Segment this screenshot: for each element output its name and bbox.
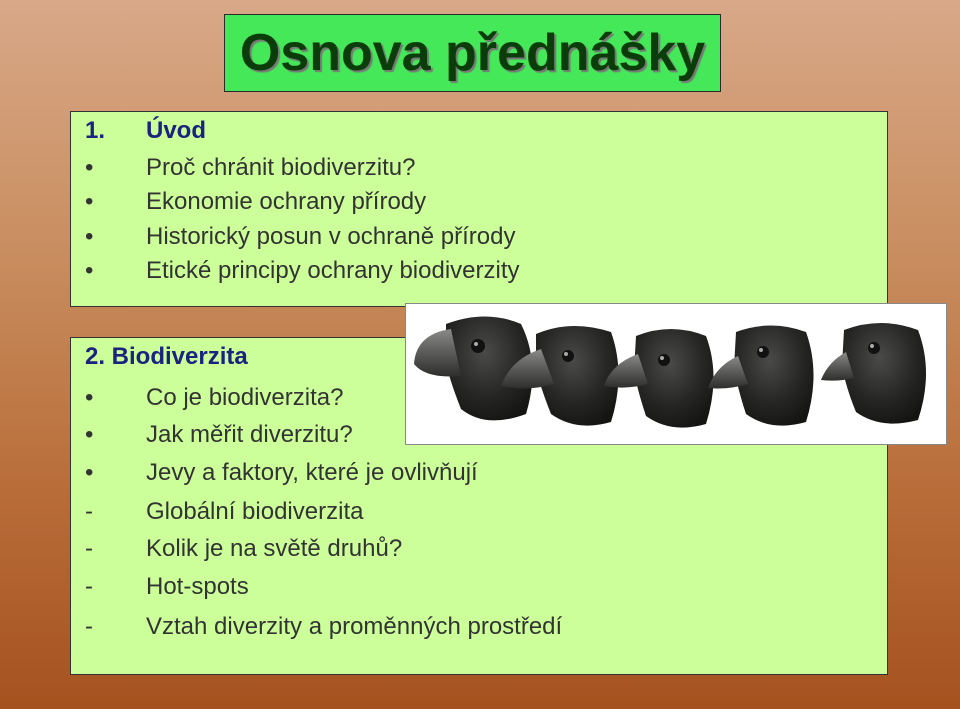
finch-head-3 — [604, 329, 714, 428]
bullet-icon: • — [85, 223, 94, 250]
section-title: Úvod — [146, 117, 206, 144]
dash-marker: - — [85, 535, 93, 562]
section-intro-heading — [85, 117, 206, 145]
list-item-text: Ekonomie ochrany přírody — [146, 188, 427, 215]
finch-beaks-image — [405, 303, 947, 445]
list-item — [85, 613, 562, 641]
title-box — [224, 14, 721, 92]
list-item — [85, 498, 363, 526]
list-item — [85, 188, 426, 216]
list-item — [85, 573, 249, 601]
page-title: Osnova přednášky — [239, 24, 706, 82]
list-item-text: Etické principy ochrany biodiverzity — [146, 257, 520, 284]
bullet-icon: • — [85, 459, 94, 486]
list-item — [85, 384, 343, 412]
list-item-text: Kolik je na světě druhů? — [146, 535, 403, 562]
dash-marker: - — [85, 613, 93, 640]
list-item-text: Globální biodiverzita — [146, 498, 364, 525]
list-item — [85, 223, 516, 251]
bullet-icon: • — [85, 384, 94, 411]
list-item-text: Proč chránit biodiverzitu? — [146, 154, 416, 181]
bullet-icon: • — [85, 154, 94, 181]
section-number: 1. — [85, 117, 106, 144]
finch-head-4 — [708, 326, 814, 426]
list-item-text: Vztah diverzity a proměnných prostředí — [146, 613, 563, 640]
list-item — [85, 154, 415, 182]
list-item-text: Jak měřit diverzitu? — [146, 421, 353, 448]
section-intro-box — [70, 111, 888, 307]
section-biodiversity-heading: 2. Biodiverzita — [85, 343, 248, 370]
dash-marker: - — [85, 573, 93, 600]
finch-head-5 — [821, 323, 926, 424]
list-item — [85, 421, 353, 449]
bullet-icon: • — [85, 421, 94, 448]
list-item-text: Jevy a faktory, které je ovlivňují — [146, 459, 478, 486]
dash-marker: - — [85, 498, 93, 525]
list-item — [85, 535, 402, 563]
list-item — [85, 257, 520, 285]
list-item-text: Hot-spots — [146, 573, 249, 600]
list-item-text: Co je biodiverzita? — [146, 384, 344, 411]
bullet-icon: • — [85, 257, 94, 284]
list-item — [85, 459, 478, 487]
list-item-text: Historický posun v ochraně přírody — [146, 223, 516, 250]
bullet-icon: • — [85, 188, 94, 215]
